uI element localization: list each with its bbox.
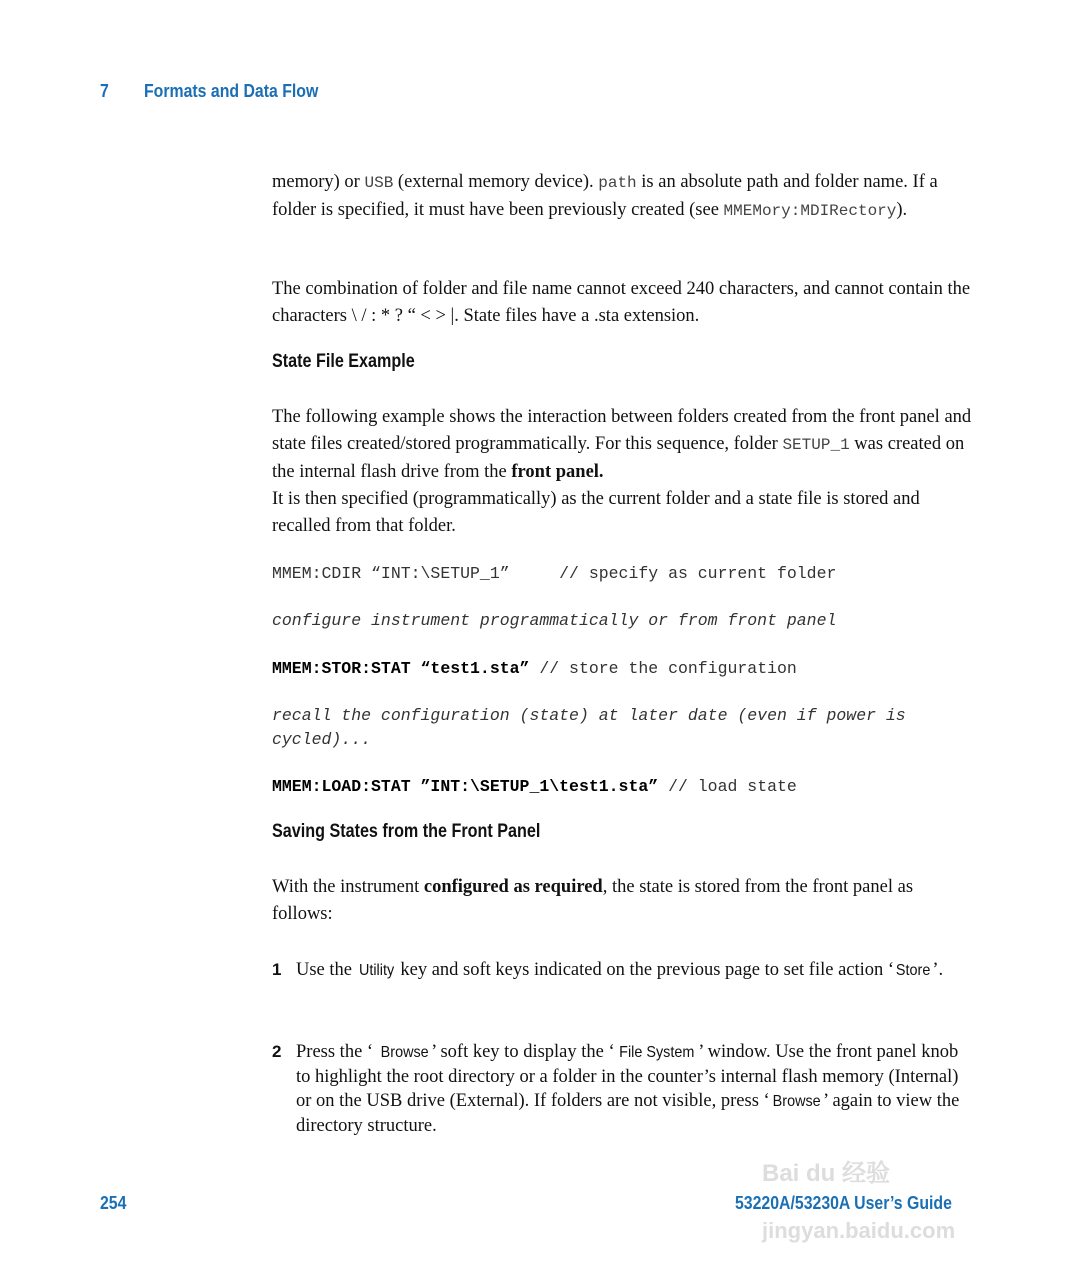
step-number: 1 — [272, 960, 282, 979]
code-mdirectory: MMEMory:MDIRectory — [723, 202, 897, 220]
key-store: Store — [895, 962, 931, 979]
intro-paragraph-2: The combination of folder and file name cannot exceed 240 characters, and cannot contain the characters \ / : * ? “ < > |. State files have a .sta extension. — [272, 279, 971, 326]
code-line-cdir: MMEM:CDIR “INT:\SETUP_1” // specify as current folder — [272, 564, 837, 583]
text: Use the — [296, 960, 357, 980]
text: With the instrument — [272, 877, 424, 897]
text: It is then specified (programmatically) as the current folder and a state file is stored and recalled from that folder. — [272, 489, 920, 536]
code-comment: // load state — [658, 777, 797, 796]
code-usb: USB — [364, 174, 394, 192]
front-panel-paragraph — [272, 874, 972, 928]
step-2 — [272, 1040, 972, 1138]
section-heading-front-panel: Saving States from the Front Panel — [272, 821, 541, 842]
key-browse: Browse — [380, 1044, 429, 1061]
text: Press the ‘ — [296, 1042, 378, 1062]
bold-front-panel: front panel. — [511, 462, 604, 482]
intro-paragraph-1 — [272, 169, 972, 225]
code-path: path — [598, 174, 637, 192]
text: ’ soft key to display the ‘ — [431, 1042, 615, 1062]
bold-configured: configured as required — [423, 877, 603, 897]
code-command: MMEM:STOR:STAT “test1.sta” — [272, 659, 530, 678]
text: is an absolute path and folder name. If a folder is specified, it must have been previously created (see — [272, 172, 938, 220]
code-comment-configure: configure instrument programmatically or from front panel — [272, 611, 837, 630]
text: , the state is stored from the front panel as follows: — [272, 877, 914, 924]
text: key and soft keys indicated on the previous page to set file action ‘ — [395, 960, 895, 980]
watermark-url: jingyan.baidu.com — [762, 1218, 956, 1243]
watermark-logo: Bai du 经验 — [762, 1160, 891, 1187]
key-browse: Browse — [772, 1093, 821, 1110]
code-setup1: SETUP_1 — [782, 436, 850, 454]
section-heading-state-file-example: State File Example — [272, 351, 415, 372]
code-comment-recall: recall the configuration (state) at later date (even if power is cycled)... — [272, 706, 916, 749]
text: ’ window. Use the front panel knob to highlight the root directory or a folder in the counter’s internal flash memory (Internal) or on the USB drive (External). If folders are not visible, press ‘ — [296, 1042, 959, 1111]
chapter-title: Formats and Data Flow — [144, 81, 319, 101]
text: (external memory device). — [393, 172, 599, 192]
text: memory) or — [272, 172, 365, 192]
text: ’ again to view the directory structure. — [296, 1091, 960, 1136]
code-line-load — [272, 775, 992, 799]
key-utility: Utility — [358, 962, 394, 979]
text: ’. — [932, 960, 944, 980]
guide-title: 53220A/53230A User’s Guide — [735, 1193, 952, 1213]
step-number: 2 — [272, 1042, 282, 1061]
text: ). — [896, 200, 908, 220]
code-comment: // store the configuration — [529, 659, 797, 678]
code-command: MMEM:LOAD:STAT ”INT:\SETUP_1\test1.sta” — [272, 777, 659, 796]
window-file-system: File System — [618, 1044, 695, 1061]
code-line-store — [272, 657, 992, 681]
page-number: 254 — [100, 1193, 127, 1213]
text: was created on the internal flash drive from the — [272, 434, 965, 482]
example-paragraph — [272, 404, 972, 540]
text: The following example shows the interaction between folders created from the front panel and state files created/stored programmatically. For this sequence, folder — [272, 407, 972, 454]
step-1 — [272, 958, 972, 983]
chapter-number: 7 — [100, 81, 109, 101]
